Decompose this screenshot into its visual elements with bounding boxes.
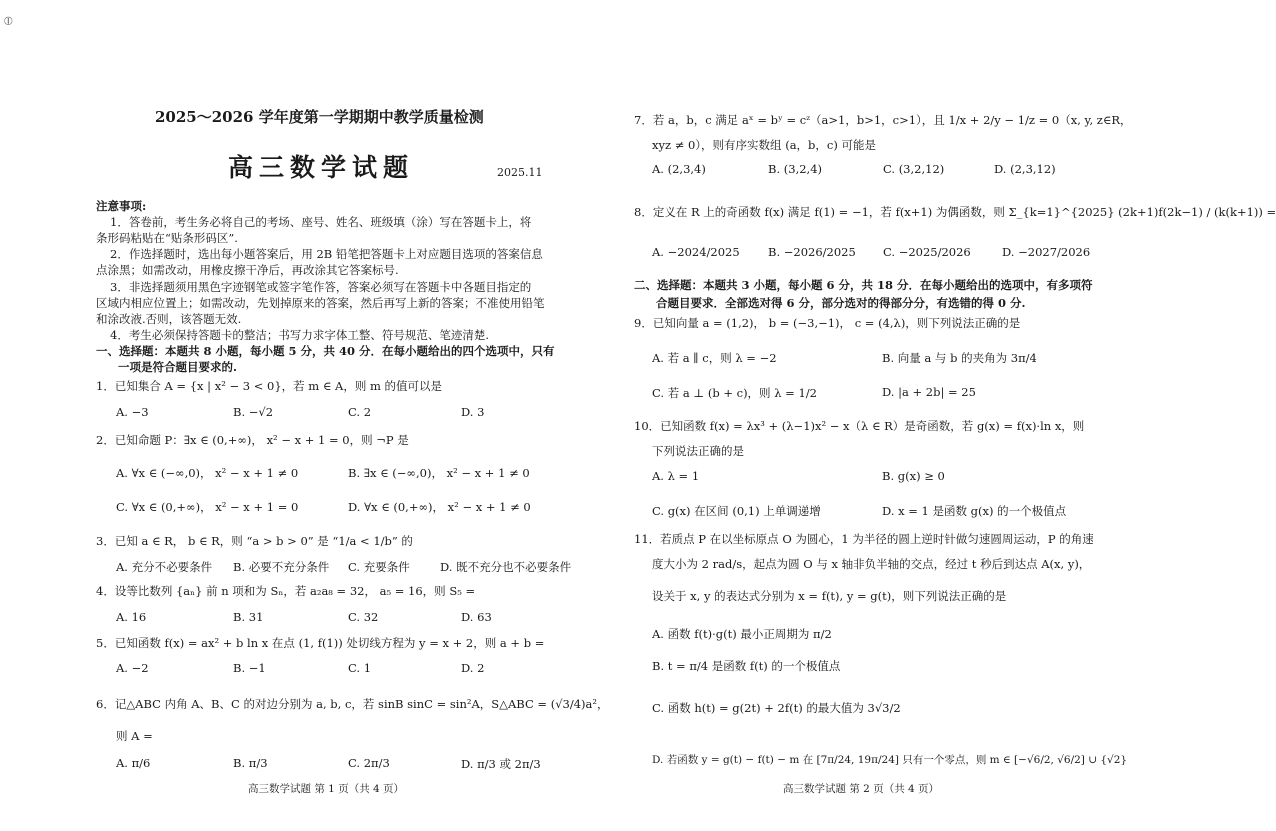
q5-option-b: B. −1 [233, 661, 266, 675]
q4-option-d: D. 63 [461, 610, 492, 624]
q2-option-b: B. ∃x ∈ (−∞,0)， x² − x + 1 ≠ 0 [348, 466, 530, 480]
left-page [0, 0, 609, 831]
question-4-stem: 4．设等比数列 {aₙ} 前 n 项和为 Sₙ，若 a₂a₈ = 32， a₅ = 16，则 S₅ = [96, 584, 476, 598]
q7-option-d: D. (2,3,12) [994, 162, 1056, 176]
notice-line: 3．非选择题须用黑色字迹钢笔或签字笔作答，答案必须写在答题卡中各题目指定的 [110, 280, 532, 294]
question-9-stem: 9．已知向量 a = (1,2)， b = (−3,−1)， c = (4,λ)，则下列说法正确的是 [634, 316, 1021, 330]
q10-option-c: C. g(x) 在区间 (0,1) 上单调递增 [652, 504, 821, 518]
question-2-stem: 2．已知命题 P：∃x ∈ (0,+∞)， x² − x + 1 = 0，则 ¬P 是 [96, 433, 409, 447]
q1-option-a: A. −3 [116, 405, 149, 419]
q11-option-b: B. t = π/4 是函数 f(t) 的一个极值点 [652, 659, 841, 673]
question-5-stem: 5．已知函数 f(x) = ax² + b ln x 在点 (1, f(1)) 处切线方程为 y = x + 2，则 a + b = [96, 636, 545, 650]
q7-option-b: B. (3,2,4) [768, 162, 822, 176]
section-2-heading-cont: 合题目要求．全部选对得 6 分，部分选对的得部分分，有选错的得 0 分. [656, 296, 1026, 310]
q6-option-d: D. π/3 或 2π/3 [461, 757, 541, 771]
q3-option-c: C. 充要条件 [348, 560, 410, 574]
notice-line: 点涂黑；如需改动，用橡皮擦干净后，再改涂其它答案标号. [96, 263, 399, 277]
question-3-stem: 3．已知 a ∈ R， b ∈ R，则 “a > b > 0” 是 “1/a < 1/b” 的 [96, 534, 413, 548]
question-7-stem-cont: xyz ≠ 0），则有序实数组 (a，b，c) 可能是 [652, 138, 876, 152]
exam-date: 2025.11 [497, 166, 543, 179]
notice-heading: 注意事项: [96, 199, 147, 213]
q10-option-a: A. λ = 1 [652, 469, 700, 483]
q4-option-c: C. 32 [348, 610, 379, 624]
q11-option-c: C. 函数 h(t) = g(2t) + 2f(t) 的最大值为 3√3/2 [652, 701, 901, 715]
q3-option-d: D. 既不充分也不必要条件 [440, 560, 572, 574]
q5-option-d: D. 2 [461, 661, 485, 675]
question-6-stem-cont: 则 A = [116, 729, 153, 743]
q9-option-b: B. 向量 a 与 b 的夹角为 3π/4 [882, 351, 1037, 365]
question-7-stem: 7．若 a，b，c 满足 aˣ = bʸ = cᶻ（a>1，b>1，c>1），且 1/x + 2/y − 1/z = 0（x, y, z∈R， [634, 113, 1132, 127]
exam-header: 2025～2026 学年度第一学期期中教学质量检测 [155, 108, 484, 126]
question-10-stem: 10．已知函数 f(x) = λx³ + (λ−1)x² − x（λ ∈ R）是奇函数，若 g(x) = f(x)·ln x，则 [634, 419, 1085, 433]
q4-option-b: B. 31 [233, 610, 264, 624]
q8-option-d: D. −2027/2026 [1002, 245, 1091, 259]
notice-line: 条形码粘贴在“贴条形码区”. [96, 231, 238, 245]
q2-option-c: C. ∀x ∈ (0,+∞)， x² − x + 1 = 0 [116, 500, 299, 514]
page-title: 高三数学试题 [228, 153, 415, 182]
notice-line: 4．考生必须保持答题卡的整洁；书写力求字体工整、符号规范、笔迹清楚. [110, 328, 489, 342]
q1-option-d: D. 3 [461, 405, 485, 419]
q5-option-c: C. 1 [348, 661, 372, 675]
q9-option-d: D. |a + 2b| = 25 [882, 385, 976, 399]
page-footer: 高三数学试题 第 1 页（共 4 页） [248, 783, 405, 795]
q10-option-d: D. x = 1 是函数 g(x) 的一个极值点 [882, 504, 1067, 518]
question-6-stem: 6．记△ABC 内角 A、B、C 的对边分别为 a, b, c，若 sinB sinC = sin²A，S△ABC = (√3/4)a²， [96, 697, 609, 711]
section-heading-cont: 一项是符合题目要求的. [118, 360, 238, 374]
q7-option-a: A. (2,3,4) [652, 162, 706, 176]
q2-option-a: A. ∀x ∈ (−∞,0)， x² − x + 1 ≠ 0 [116, 466, 299, 480]
q6-option-b: B. π/3 [233, 756, 268, 770]
page-footer: 高三数学试题 第 2 页（共 4 页） [783, 783, 940, 795]
q1-option-c: C. 2 [348, 405, 372, 419]
q6-option-a: A. π/6 [116, 756, 151, 770]
q5-option-a: A. −2 [116, 661, 149, 675]
section-heading: 一、选择题：本题共 8 小题，每小题 5 分，共 40 分．在每小题给出的四个选项中，只有 [96, 344, 555, 358]
question-11-stem-cont: 度大小为 2 rad/s，起点为圆 O 与 x 轴非负半轴的交点，经过 t 秒后到达点 A(x, y)， [652, 557, 1091, 571]
q8-option-b: B. −2026/2025 [768, 245, 856, 259]
q10-option-b: B. g(x) ≥ 0 [882, 469, 945, 483]
q3-option-b: B. 必要不充分条件 [233, 560, 330, 574]
question-1-stem: 1．已知集合 A = {x | x² − 3 < 0}，若 m ∈ A，则 m 的值可以是 [96, 379, 443, 393]
notice-line: 1．答卷前，考生务必将自己的考场、座号、姓名、班级填（涂）写在答题卡上，将 [110, 215, 532, 229]
q2-option-d: D. ∀x ∈ (0,+∞)， x² − x + 1 ≠ 0 [348, 500, 531, 514]
q6-option-c: C. 2π/3 [348, 756, 390, 770]
q1-option-b: B. −√2 [233, 405, 274, 419]
q4-option-a: A. 16 [116, 610, 147, 624]
q9-option-c: C. 若 a ⊥ (b + c)，则 λ = 1/2 [652, 386, 817, 400]
registration-mark: ⦶ [4, 14, 13, 28]
q8-option-a: A. −2024/2025 [652, 245, 740, 259]
q9-option-a: A. 若 a ∥ c，则 λ = −2 [652, 351, 777, 365]
notice-line: 和涂改液.否则，该答题无效. [96, 312, 242, 326]
notice-line: 2．作选择题时，选出每小题答案后，用 2B 铅笔把答题卡上对应题目选项的答案信息 [110, 247, 543, 261]
q11-option-d: D. 若函数 y = g(t) − f(t) − m 在 [7π/24, 19π/24] 只有一个零点，则 m ∈ [−√6/2, √6/2] ∪ {√2} [652, 754, 1128, 766]
right-page [600, 0, 1276, 831]
question-11-stem: 11．若质点 P 在以坐标原点 O 为圆心，1 为半径的圆上逆时针做匀速圆周运动，P 的角速 [634, 532, 1094, 546]
question-8-stem: 8．定义在 R 上的奇函数 f(x) 满足 f(1) = −1，若 f(x+1) 为偶函数，则 Σ_{k=1}^{2025} (2k+1)f(2k−1) / (k(k+1)) = [634, 205, 1276, 219]
q3-option-a: A. 充分不必要条件 [116, 560, 213, 574]
question-11-stem-cont2: 设关于 x, y 的表达式分别为 x = f(t), y = g(t)，则下列说法正确的是 [652, 589, 1007, 603]
question-10-stem-cont: 下列说法正确的是 [652, 444, 744, 458]
q11-option-a: A. 函数 f(t)·g(t) 最小正周期为 π/2 [652, 627, 832, 641]
q8-option-c: C. −2025/2026 [883, 245, 971, 259]
section-2-heading: 二、选择题：本题共 3 小题，每小题 6 分，共 18 分．在每小题给出的选项中，有多项符 [634, 278, 1093, 292]
q7-option-c: C. (3,2,12) [883, 162, 945, 176]
notice-line: 区域内相应位置上；如需改动，先划掉原来的答案，然后再写上新的答案；不准使用铅笔 [96, 296, 545, 310]
